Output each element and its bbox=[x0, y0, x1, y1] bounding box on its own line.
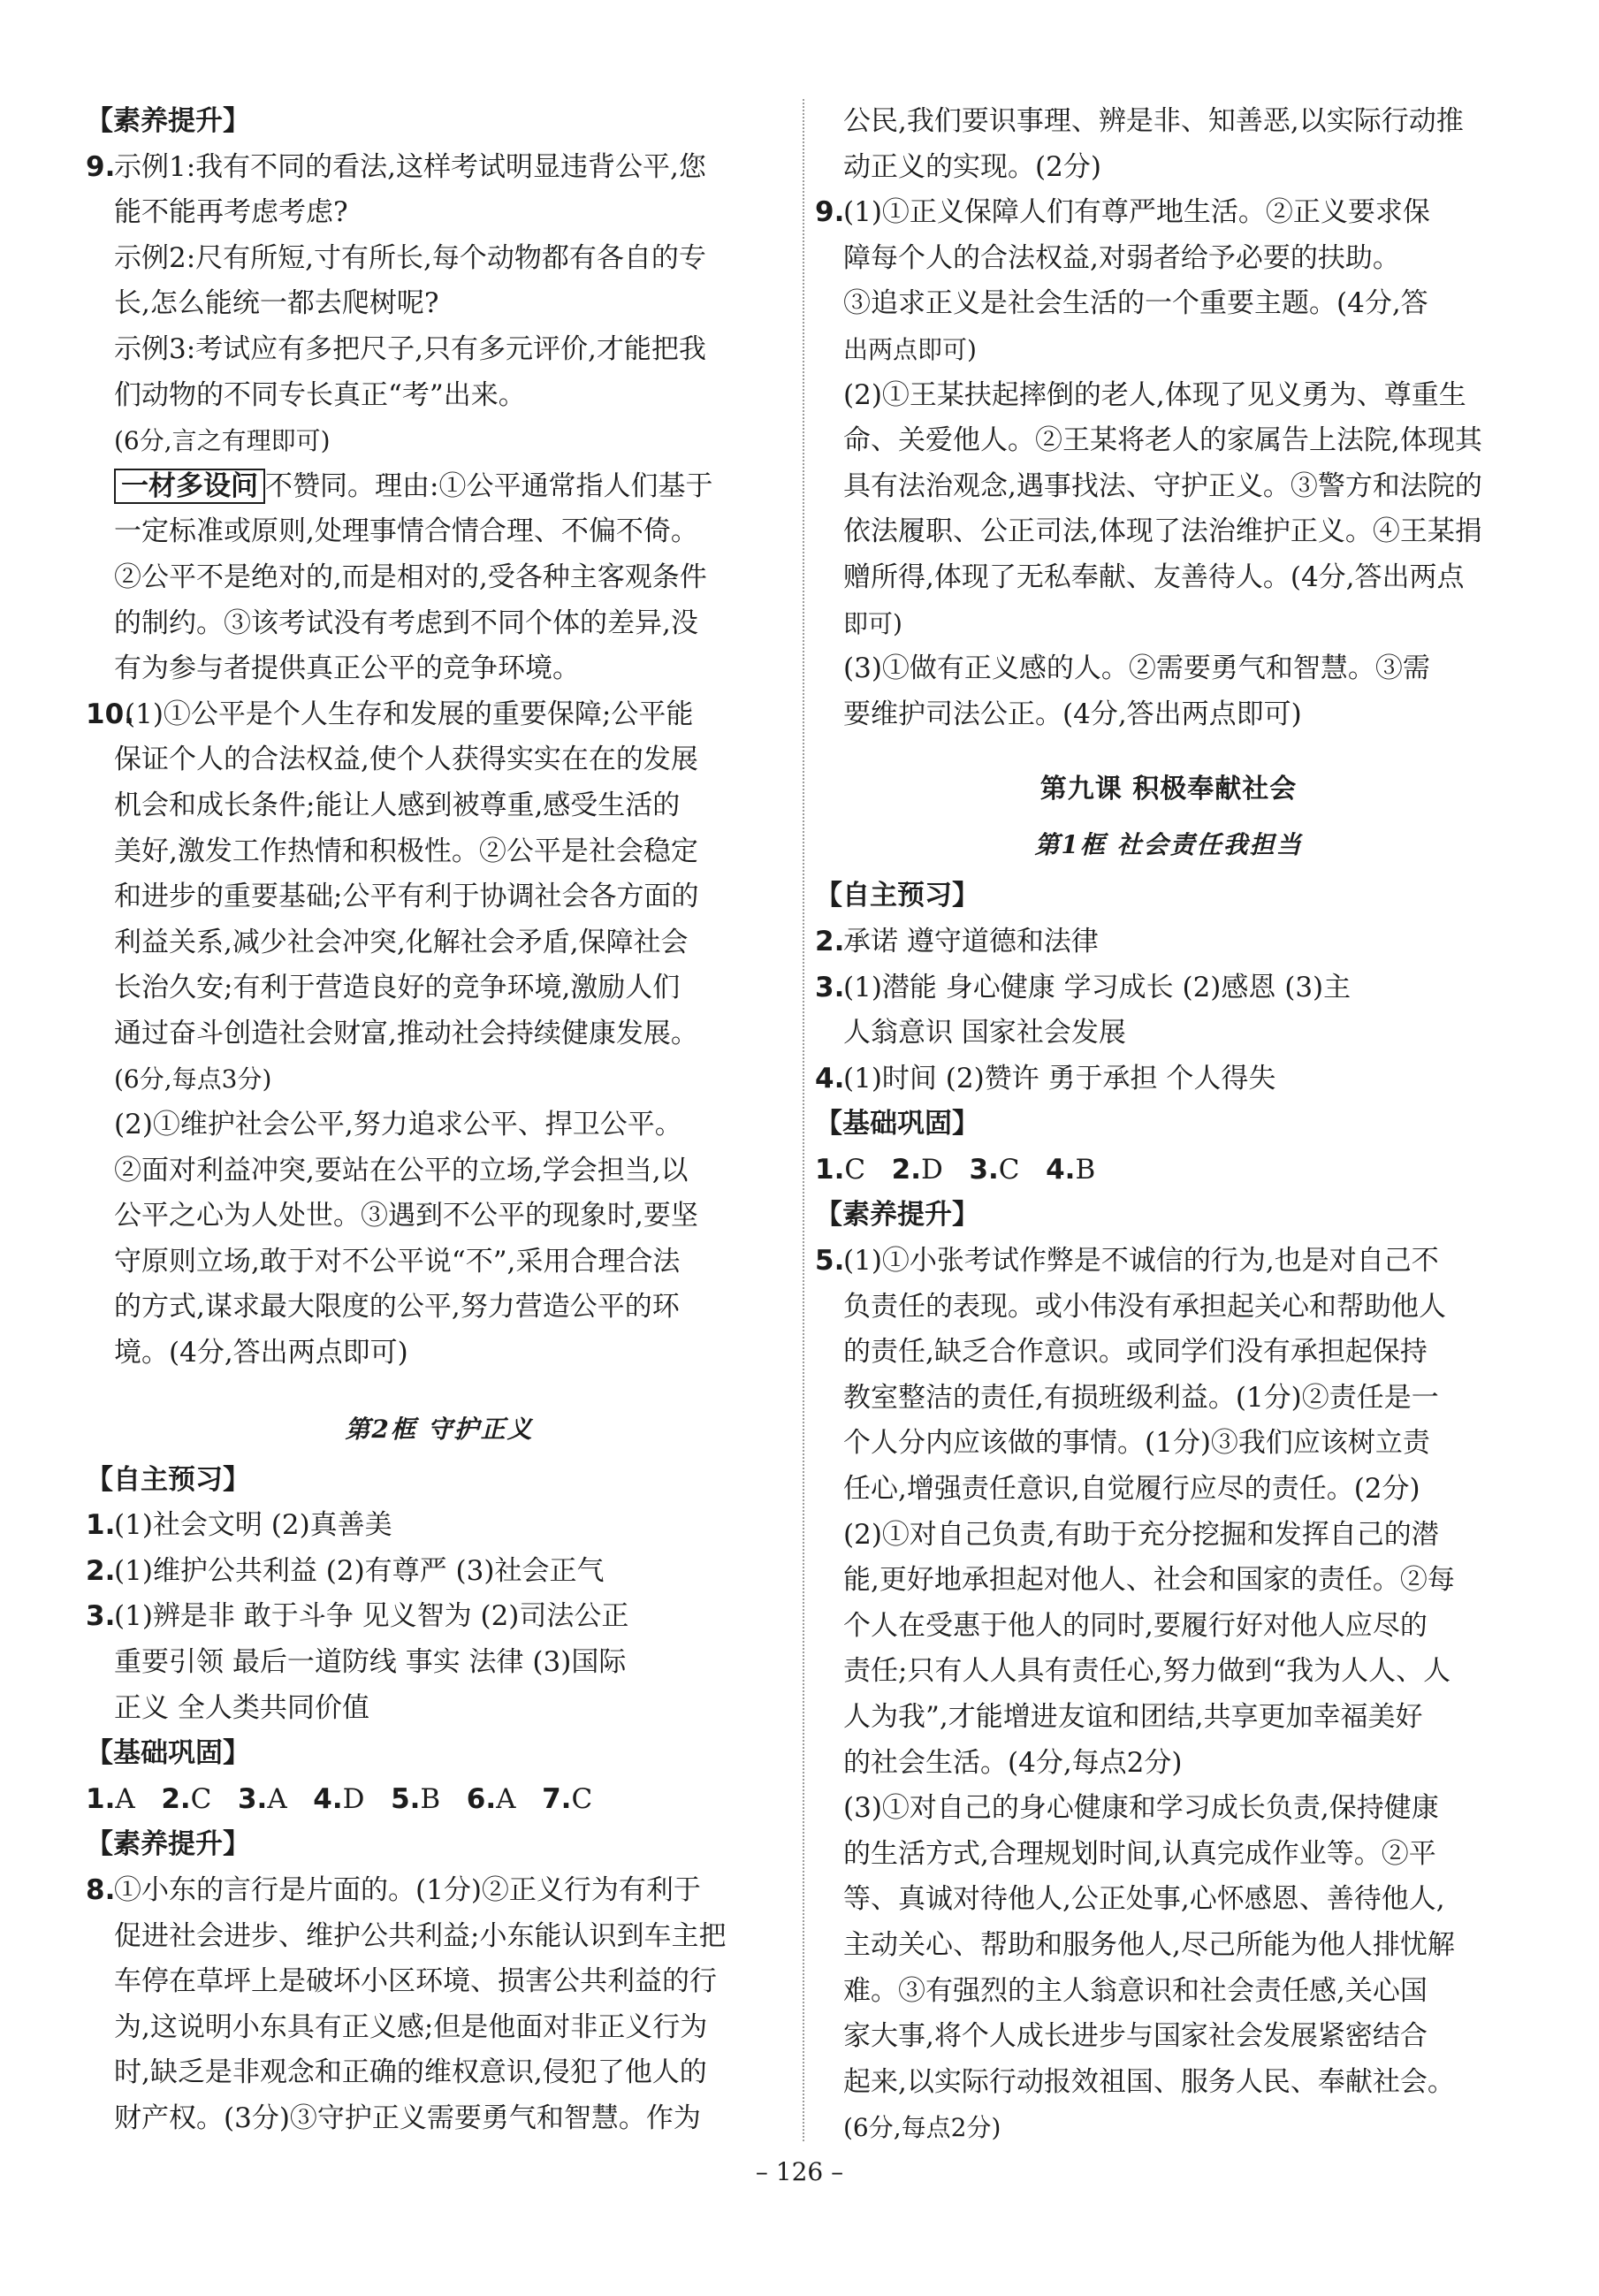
question-number: 1. bbox=[86, 1782, 116, 1815]
choice-answer: C bbox=[190, 1782, 212, 1815]
question-number: 3. bbox=[815, 971, 845, 1003]
right-column bbox=[815, 99, 1522, 2151]
answer-line: 的方式,谋求最大限度的公平,努力营造公平的环 bbox=[114, 1291, 680, 1323]
choice-answer: C bbox=[571, 1782, 593, 1815]
answer-line bbox=[815, 965, 1522, 1011]
choice-answer: B bbox=[420, 1782, 441, 1815]
answer-line: 起来,以实际行动报效祖国、服务人民、奉献社会。 bbox=[843, 2065, 1455, 2098]
answer-line: 个人在受惠于他人的同时,要履行好对他人应尽的 bbox=[843, 1609, 1428, 1642]
boxed-label: 一材多设问 bbox=[114, 469, 265, 504]
section-header: 【自主预习】 bbox=[86, 1463, 250, 1496]
section-header: 【基础巩固】 bbox=[86, 1737, 250, 1770]
choice-answer: A bbox=[115, 1782, 135, 1815]
answer-line bbox=[86, 1503, 793, 1549]
answer-line: 一定标准或原则,处理事情合情合理、不偏不倚。 bbox=[114, 515, 698, 548]
answer-line: 个人分内应该做的事情。(1分)③我们应该树立责 bbox=[843, 1427, 1430, 1460]
answer-line: 等、真诚对待他人,公正处事,心怀感恩、善待他人, bbox=[843, 1883, 1445, 1916]
answer-line: 守原则立场,敢于对不公平说“不”,采用合理合法 bbox=[114, 1245, 681, 1278]
answer-text: (1)潜能 身心健康 学习成长 (2)感恩 (3)主 bbox=[843, 971, 1352, 1003]
answer-line: 利益关系,减少社会冲突,化解社会矛盾,保障社会 bbox=[114, 926, 689, 958]
answer-line: 通过奋斗创造社会财富,推动社会持续健康发展。 bbox=[114, 1017, 698, 1049]
answer-line: 人为我”,才能增进友谊和团结,共享更加幸福美好 bbox=[843, 1701, 1423, 1733]
answer-line: 正义 全人类共同价值 bbox=[114, 1691, 369, 1724]
answer-text: 不赞同。理由:①公平通常指人们基于 bbox=[265, 469, 713, 502]
score-note: (6分,每点2分) bbox=[843, 2113, 1001, 2143]
section-header: 【素养提升】 bbox=[86, 105, 250, 137]
answer-line: 机会和成长条件;能让人感到被尊重,感受生活的 bbox=[114, 789, 681, 821]
section-header: 【自主预习】 bbox=[815, 880, 979, 912]
answer-text: (1)①小张考试作弊是不诚信的行为,也是对自己不 bbox=[843, 1245, 1439, 1278]
answer-line: 人翁意识 国家社会发展 bbox=[843, 1017, 1126, 1049]
answer-line: 公民,我们要识事理、辨是非、知善恶,以实际行动推 bbox=[843, 105, 1464, 137]
answer-line: 的生活方式,合理规划时间,认真完成作业等。②平 bbox=[843, 1837, 1436, 1870]
answer-text: (1)①公平是个人生存和发展的重要保障;公平能 bbox=[125, 698, 694, 730]
answer-line: 长,怎么能统一都去爬树呢? bbox=[114, 287, 439, 320]
answer-text: 承诺 遵守道德和法律 bbox=[843, 925, 1099, 957]
answer-line: 示例2:尺有所短,寸有所长,每个动物都有各自的专 bbox=[114, 241, 706, 274]
choice-answer: D bbox=[921, 1153, 943, 1186]
left-column bbox=[86, 99, 793, 2142]
question-number: 4. bbox=[815, 1062, 845, 1095]
question-number: 1. bbox=[815, 1153, 845, 1186]
answer-line: 难。③有强烈的主人翁意识和社会责任感,关心国 bbox=[843, 1974, 1428, 2007]
score-note: (6分,每点3分) bbox=[114, 1064, 272, 1095]
answer-line bbox=[815, 1056, 1522, 1102]
answer-line: 动正义的实现。(2分) bbox=[843, 150, 1101, 183]
answer-line: 依法履职、公正司法,体现了法治维护正义。④王某捐 bbox=[843, 515, 1482, 548]
choice-answers bbox=[815, 1148, 1522, 1194]
answer-line: 要维护司法公正。(4分,答出两点即可) bbox=[843, 698, 1302, 730]
frame-heading: 第1框 社会责任我担当 bbox=[1034, 830, 1303, 860]
answer-line: ③追求正义是社会生活的一个重要主题。(4分,答 bbox=[843, 287, 1428, 320]
question-number: 10. bbox=[86, 698, 134, 730]
answer-line: 为,这说明小东具有正义感;但是他面对非正义行为 bbox=[114, 2010, 708, 2043]
choice-answers bbox=[86, 1777, 793, 1823]
score-note: 出两点即可) bbox=[843, 334, 977, 364]
answer-line: 负责任的表现。或小伟没有承担起关心和帮助他人 bbox=[843, 1290, 1446, 1323]
answer-line: 们动物的不同专长真正“考”出来。 bbox=[114, 378, 526, 411]
question-number: 2. bbox=[86, 1554, 116, 1587]
answer-text: 示例1:我有不同的看法,这样考试明显违背公平,您 bbox=[114, 150, 706, 183]
answer-line: 的社会生活。(4分,每点2分) bbox=[843, 1746, 1183, 1779]
answer-line: 境。(4分,答出两点即可) bbox=[114, 1337, 408, 1369]
answer-line: 责任;只有人人具有责任心,努力做到“我为人人、人 bbox=[843, 1655, 1451, 1688]
answer-line: 促进社会进步、维护公共利益;小东能认识到车主把 bbox=[114, 1919, 727, 1952]
answer-line: 能不能再考虑考虑? bbox=[114, 196, 348, 229]
answer-line: 任心,增强责任意识,自觉履行应尽的责任。(2分) bbox=[843, 1473, 1420, 1506]
answer-line bbox=[815, 190, 1522, 236]
answer-line: 有为参与者提供真正公平的竞争环境。 bbox=[114, 652, 580, 685]
choice-answer: C bbox=[998, 1153, 1020, 1186]
choice-answer: C bbox=[844, 1153, 866, 1186]
answer-line bbox=[86, 1594, 793, 1640]
question-number: 5. bbox=[815, 1245, 845, 1278]
choice-answer: B bbox=[1075, 1153, 1096, 1186]
question-number: 8. bbox=[86, 1873, 116, 1906]
question-number: 2. bbox=[161, 1782, 191, 1815]
answer-text: (1)①正义保障人们有尊严地生活。②正义要求保 bbox=[843, 196, 1430, 229]
answer-line: 障每个人的合法权益,对弱者给予必要的扶助。 bbox=[843, 241, 1400, 274]
answer-line: 重要引领 最后一道防线 事实 法律 (3)国际 bbox=[114, 1646, 627, 1678]
score-note: (6分,言之有理即可) bbox=[114, 426, 331, 456]
question-number: 3. bbox=[86, 1600, 116, 1633]
score-note: 即可) bbox=[843, 608, 902, 638]
answer-line: (2)①王某扶起摔倒的老人,体现了见义勇为、尊重生 bbox=[843, 378, 1466, 411]
answer-line: 主动关心、帮助和服务他人,尽己所能为他人排忧解 bbox=[843, 1928, 1455, 1961]
question-number: 4. bbox=[1046, 1153, 1076, 1186]
answer-text: (1)辨是非 敢于斗争 见义智为 (2)司法公正 bbox=[114, 1600, 629, 1633]
answer-line: 财产权。(3分)③守护正义需要勇气和智慧。作为 bbox=[114, 2101, 701, 2134]
answer-line bbox=[86, 145, 793, 191]
answer-line: 美好,激发工作热情和积极性。②公平是社会稳定 bbox=[114, 835, 698, 867]
answer-text: ①小东的言行是片面的。(1分)②正义行为有利于 bbox=[114, 1873, 701, 1906]
choice-answer: A bbox=[267, 1782, 287, 1815]
answer-line: 车停在草坪上是破坏小区环境、损害公共利益的行 bbox=[114, 1965, 717, 1998]
answer-text: (1)社会文明 (2)真善美 bbox=[114, 1509, 392, 1542]
answer-line: (3)①做有正义感的人。②需要勇气和智慧。③需 bbox=[843, 652, 1430, 685]
answer-line: 时,缺乏是非观念和正确的维权意识,侵犯了他人的 bbox=[114, 2056, 707, 2089]
answer-line bbox=[86, 1868, 793, 1914]
question-number: 7. bbox=[542, 1782, 572, 1815]
answer-line: (2)①维护社会公平,努力追求公平、捍卫公平。 bbox=[114, 1109, 682, 1141]
answer-text: (1)时间 (2)赞许 勇于承担 个人得失 bbox=[843, 1062, 1276, 1095]
answer-line: (3)①对自己的身心健康和学习成长负责,保持健康 bbox=[843, 1792, 1439, 1825]
answer-line: 长治久安;有利于营造良好的竞争环境,激励人们 bbox=[114, 972, 681, 1004]
question-number: 9. bbox=[86, 150, 116, 183]
answer-line: 赠所得,体现了无私奉献、友善待人。(4分,答出两点 bbox=[843, 561, 1465, 593]
answer-line: 命、关爱他人。②王某将老人的家属告上法院,体现其 bbox=[843, 424, 1482, 457]
answer-line: 示例3:考试应有多把尺子,只有多元评价,才能把我 bbox=[114, 332, 706, 365]
question-number: 3. bbox=[237, 1782, 268, 1815]
answer-line: 能,更好地承担起对他人、社会和国家的责任。②每 bbox=[843, 1564, 1455, 1597]
answer-line bbox=[815, 1239, 1522, 1285]
answer-line: 的制约。③该考试没有考虑到不同个体的差异,没 bbox=[114, 606, 698, 639]
answer-line: 教室整洁的责任,有损班级利益。(1分)②责任是一 bbox=[843, 1381, 1439, 1414]
section-header: 【素养提升】 bbox=[86, 1828, 250, 1861]
answer-line: ②公平不是绝对的,而是相对的,受各种主客观条件 bbox=[114, 561, 707, 593]
question-number: 9. bbox=[815, 196, 845, 229]
answer-line bbox=[86, 1549, 793, 1595]
answer-line bbox=[815, 919, 1522, 965]
column-divider bbox=[803, 99, 804, 2141]
question-number: 3. bbox=[969, 1153, 999, 1186]
answer-line: (2)①对自己负责,有助于充分挖掘和发挥自己的潜 bbox=[843, 1518, 1439, 1551]
page-number: – 126 – bbox=[755, 2157, 844, 2186]
answer-line: 家大事,将个人成长进步与国家社会发展紧密结合 bbox=[843, 2020, 1428, 2053]
frame-heading: 第2框 守护正义 bbox=[345, 1414, 534, 1444]
question-number: 4. bbox=[313, 1782, 343, 1815]
answer-line: 公平之心为人处世。③遇到不公平的现象时,要坚 bbox=[114, 1200, 698, 1232]
choice-answer: A bbox=[496, 1782, 516, 1815]
answer-line: ②面对利益冲突,要站在公平的立场,学会担当,以 bbox=[114, 1154, 689, 1186]
answer-line: 保证个人的合法权益,使个人获得实实在在的发展 bbox=[114, 744, 698, 776]
question-number: 1. bbox=[86, 1509, 116, 1542]
section-header: 【基础巩固】 bbox=[815, 1108, 979, 1140]
choice-answer: D bbox=[342, 1782, 365, 1815]
answer-line: 的责任,缺乏合作意识。或同学们没有承担起保持 bbox=[843, 1336, 1428, 1369]
answer-line bbox=[86, 464, 793, 510]
answer-line: 具有法治观念,遇事找法、守护正义。③警方和法院的 bbox=[843, 469, 1482, 502]
lesson-heading: 第九课 积极奉献社会 bbox=[1039, 774, 1298, 805]
question-number: 5. bbox=[391, 1782, 421, 1815]
answer-line: 和进步的重要基础;公平有利于协调社会各方面的 bbox=[114, 881, 699, 913]
section-header: 【素养提升】 bbox=[815, 1199, 979, 1232]
question-number: 6. bbox=[466, 1782, 497, 1815]
question-number: 2. bbox=[815, 925, 845, 957]
answer-text: (1)维护公共利益 (2)有尊严 (3)社会正气 bbox=[114, 1554, 605, 1587]
answer-line bbox=[86, 692, 793, 738]
question-number: 2. bbox=[891, 1153, 922, 1186]
